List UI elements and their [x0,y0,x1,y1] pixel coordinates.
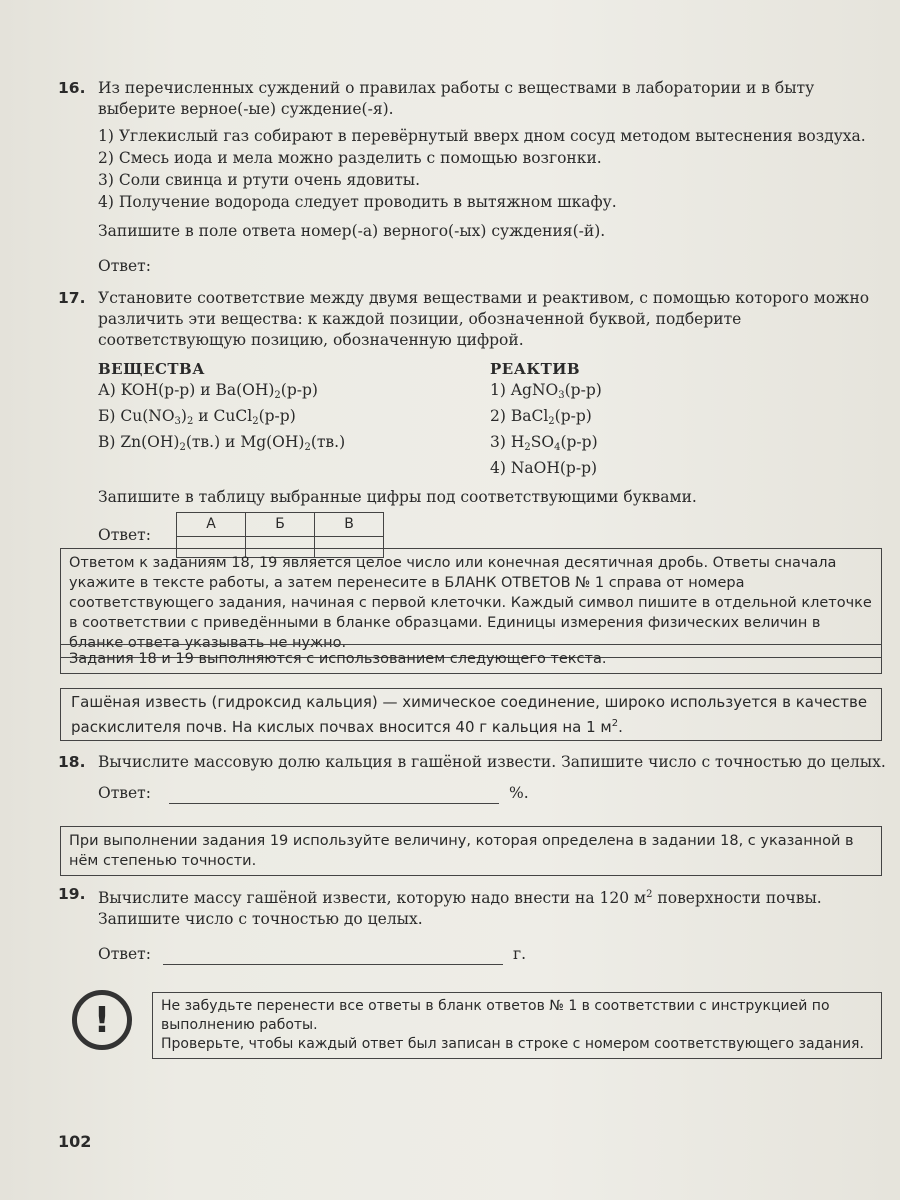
question-number: 18. [58,753,86,771]
question-text: Установите соответствие между двумя веществами и реактивом, с помощью которого можно различить эти вещества: к каждой позиции, обозначенной буквой, подберите соответствующую позицию, обозначенную цифрой. [98,289,870,349]
answer-unit: г. [512,945,527,964]
page-number: 102 [58,1132,92,1151]
precision-note: При выполнении задания 19 используйте величину, которая определена в задании 18, с указанной в нём степенью точности. [60,826,882,876]
answer-row [98,783,888,804]
answer-field[interactable] [163,946,503,965]
reagent-2: 2) BaCl$_2$(р-р) [490,407,592,427]
source-text-exponent: 2 [611,718,619,729]
substance-c: В) $Zn(OH)_2(тв.)$ и $Mg(OH)_2(тв.)$ [98,433,346,453]
exclamation-icon: ! [72,990,132,1050]
answer-unit: %. [508,784,529,802]
reminder-box [152,992,882,1059]
substances-column [98,359,490,479]
text-usage-note: Задания 18 и 19 выполняются с использованием следующего текста. [60,644,882,674]
answer-field[interactable] [161,259,461,277]
question-16 [58,78,888,277]
table-header-b: Б [246,513,315,537]
question-text: Вычислите массу гашёной извести, которую надо внести на 120 $м^2$ поверхности почвы. Запишите число с точностью до целых. [98,889,822,929]
reminder-line-2: Проверьте, чтобы каждый ответ был записан в строке с номером соответствующего задания. [161,1036,864,1052]
answer-label: Ответ: [98,784,151,802]
question-number: 16. [58,79,86,97]
reagent-header: РЕАКТИВ [490,360,581,378]
answer-label: Ответ: [98,525,151,544]
question-17 [58,288,888,558]
reagent-3: 3) $H_2SO_4(р-р)$ [490,433,598,453]
question-18 [58,752,888,804]
question-number: 19. [58,885,86,903]
option-4: 4) Получение водорода следует проводить в вытяжном шкафу. [98,193,617,211]
reagent-1: 1) AgNO$_3$(р-р) [490,381,602,401]
answer-field[interactable] [169,785,499,804]
substance-b: Б) $Cu(NO_3)_2$ и CuCl$_2$(р-р) [98,407,296,427]
answer-row [98,944,888,965]
option-list [98,126,888,213]
matching-columns [98,359,888,479]
option-1: 1) Углекислый газ собирают в перевёрнутый вверх дном сосуд методом вытеснения воздуха. [98,127,866,145]
source-text-box: Гашёная известь (гидроксид кальция) — химическое соединение, широко используется в качестве раскислителя почв. На кислых почвах вносится 40 г кальция на 1 $м^2$. [60,688,882,741]
reagent-column [490,359,602,479]
reagent-4: 4) NaOH(р-р) [490,459,598,477]
reminder-line-1: Не забудьте перенести все ответы в бланк ответов № 1 в соответствии с инструкцией по выполнению работы. [161,998,830,1033]
instruction-box: Ответом к заданиям 18, 19 является целое число или конечная десятичная дробь. Ответы сначала укажите в тексте работы, а затем перенесите в БЛАНК ОТВЕТОВ № 1 справа от номера соответствующего задания, начиная с первой клеточки. Каждый символ пишите в отдельной клеточке в соответствии с приведёнными в бланке образцами. Единицы измерения физических величин в бланке ответа указывать не нужно. [60,548,882,658]
option-3: 3) Соли свинца и ртути очень ядовиты. [98,171,421,189]
answer-label: Ответ: [98,945,151,964]
instruction: Запишите в поле ответа номер(-а) верного(-ых) суждения(-й). [98,222,606,240]
option-2: 2) Смесь иода и мела можно разделить с помощью возгонки. [98,149,602,167]
question-text: Из перечисленных суждений о правилах работы с веществами в лаборатории и в быту выберите верное(-ые) суждение(-я). [98,79,815,118]
table-header-a: А [177,513,246,537]
question-number: 17. [58,289,86,307]
question-19 [58,884,888,965]
answer-label: Ответ: [98,257,151,275]
answer-row [98,256,888,277]
table-header-c: В [315,513,384,537]
substances-header: ВЕЩЕСТВА [98,360,205,378]
source-text: Гашёная известь (гидроксид кальция) — химическое соединение, широко используется в качестве раскислителя почв. На кислых почвах вносится 40 г кальция на 1 м [71,693,868,736]
substance-a: А) KOH(р-р) и $Ba(OH)_2(р-р)$ [98,381,318,401]
question-text: Вычислите массовую долю кальция в гашёной извести. Запишите число с точностью до целых. [98,753,886,771]
instruction: Запишите в таблицу выбранные цифры под соответствующими буквами. [98,488,697,506]
